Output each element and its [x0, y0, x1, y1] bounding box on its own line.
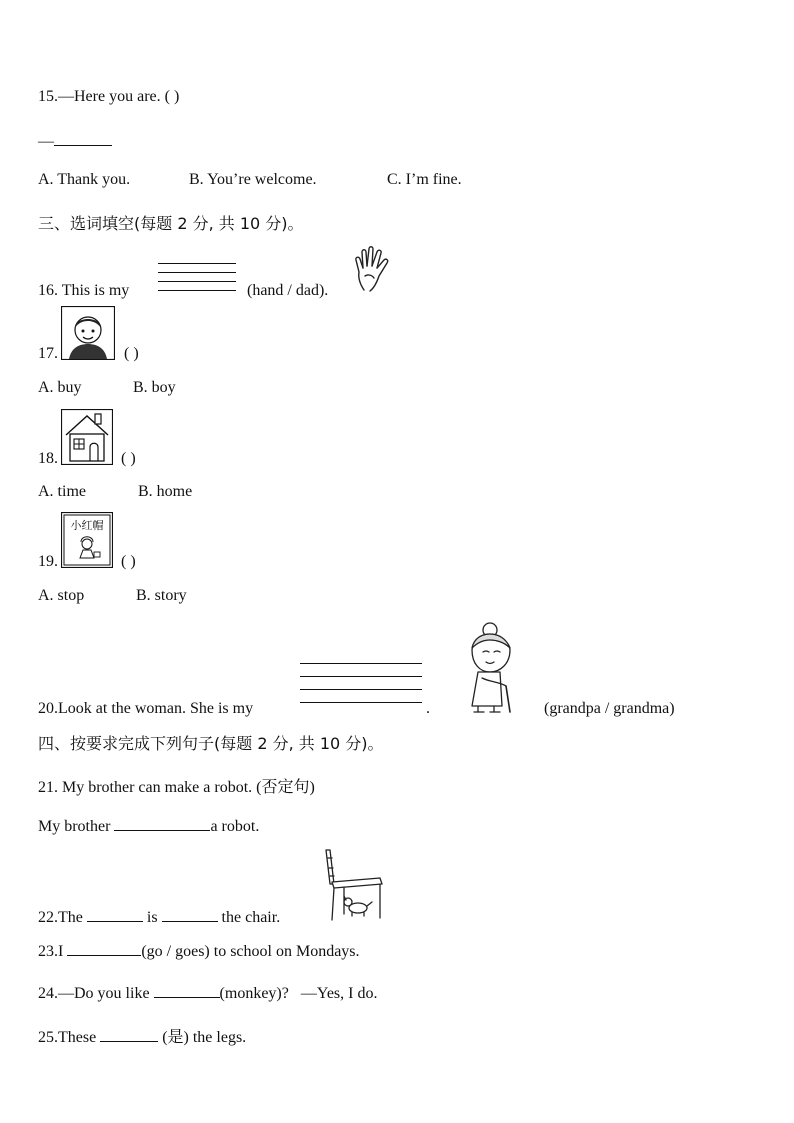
option-c: C. I’m fine. — [387, 171, 462, 188]
question-23 — [38, 941, 360, 961]
answer-paren[interactable]: ( ) — [121, 450, 136, 467]
option-a: A. time — [38, 483, 86, 500]
question-18-number: 18. — [38, 450, 58, 467]
answer-suffix: a robot. — [210, 818, 260, 835]
question-15-options — [38, 171, 462, 189]
answer-blank[interactable] — [67, 941, 141, 956]
text-part: (monkey)? — [219, 985, 289, 1002]
question-19-options — [38, 587, 187, 605]
text-part: 22.The — [38, 909, 83, 926]
question-21-prompt: 21. My brother can make a robot. (否定句) — [38, 779, 315, 796]
option-b: B. You’re welcome. — [189, 171, 317, 188]
text-part: is — [146, 909, 158, 926]
answer-prefix: My brother — [38, 818, 111, 835]
question-15-prompt: 15.—Here you are. ( ) — [38, 88, 180, 105]
chair-dog-icon — [322, 848, 384, 922]
answer-blank[interactable] — [154, 983, 220, 998]
answer-paren[interactable]: ( ) — [124, 345, 139, 362]
boy-icon — [61, 306, 115, 360]
question-16-choices: (hand / dad). — [247, 282, 329, 299]
grandma-icon — [456, 620, 528, 716]
answer-paren[interactable]: ( ) — [121, 553, 136, 570]
text-part: —Yes, I do. — [300, 985, 378, 1002]
answer-blank[interactable] — [162, 907, 218, 922]
handwriting-lines[interactable] — [300, 663, 422, 703]
handwriting-lines[interactable] — [158, 263, 236, 291]
question-24 — [38, 983, 377, 1003]
question-20-choices: (grandpa / grandma) — [544, 700, 675, 717]
section-3-title: 三、选词填空(每题 2 分, 共 10 分)。 — [38, 214, 304, 233]
option-a: A. buy — [38, 379, 82, 396]
option-a: A. stop — [38, 587, 85, 604]
period: . — [426, 700, 430, 717]
question-19-number: 19. — [38, 553, 58, 570]
question-20-prefix: 20.Look at the woman. She is my — [38, 700, 254, 717]
text-part: 25.These — [38, 1029, 97, 1046]
answer-blank[interactable] — [100, 1027, 158, 1042]
text-part: 24.—Do you like — [38, 985, 150, 1002]
text-part: the chair. — [221, 909, 281, 926]
question-17-number: 17. — [38, 345, 58, 362]
answer-blank[interactable] — [87, 907, 143, 922]
question-17-options — [38, 379, 176, 397]
question-15-answer-line — [38, 131, 112, 151]
question-25 — [38, 1024, 246, 1047]
question-22 — [38, 907, 280, 927]
hand-icon — [350, 246, 394, 294]
text-part: (go / goes) to school on Mondays. — [141, 943, 360, 960]
book-title: 小红帽 — [70, 519, 104, 532]
option-b: B. boy — [133, 379, 176, 396]
storybook-icon — [61, 512, 113, 568]
option-b: B. story — [136, 587, 187, 604]
section-4-title: 四、按要求完成下列句子(每题 2 分, 共 10 分)。 — [38, 734, 384, 753]
option-b: B. home — [138, 483, 193, 500]
answer-blank[interactable] — [54, 131, 112, 146]
text-part: 23.I — [38, 943, 64, 960]
question-21-answer — [38, 816, 259, 836]
question-18-options — [38, 483, 192, 501]
dash: — — [38, 133, 54, 150]
option-a: A. Thank you. — [38, 171, 131, 188]
question-16-prefix: 16. This is my — [38, 282, 130, 299]
text-part: (是) the legs. — [162, 1029, 247, 1046]
house-icon — [61, 409, 113, 465]
answer-blank[interactable] — [114, 816, 210, 831]
